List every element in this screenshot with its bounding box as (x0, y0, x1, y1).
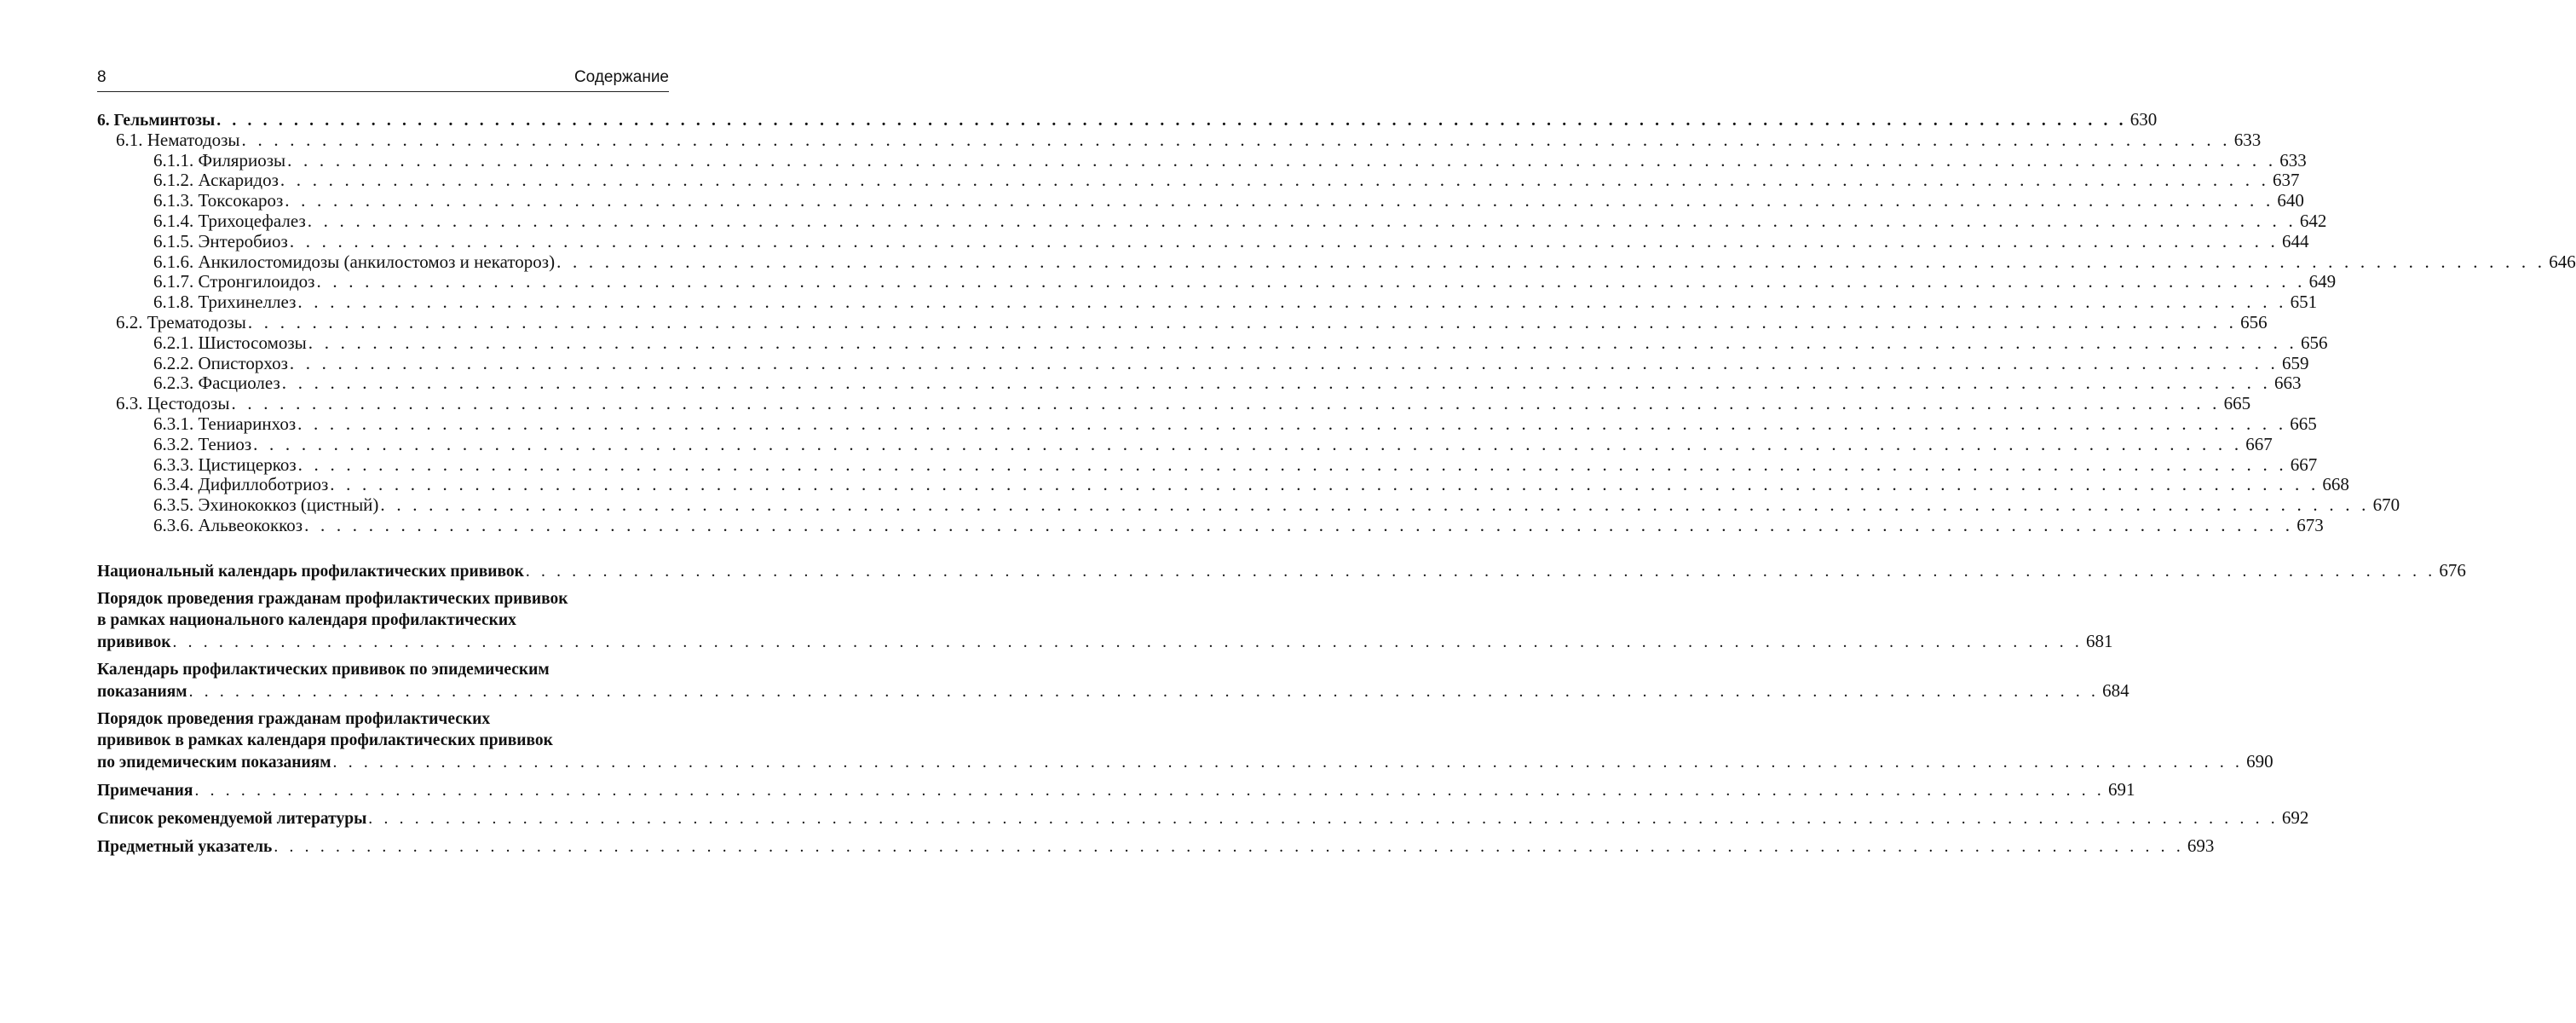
toc-entry-6-1-6[interactable]: 6.1.6. Анкилостомидозы (анкилостомоз и некатороз) . . . . . . . . . . . . . . . . . . . . . . . . . . . . . . . . . . . . . . . . . . . . . . . . . . . . . . . . . . . . . . . . . . . . . . . . . . . . . . . . . . . . . . . . . . . . . . . . . . . . . . . . . . . . . . . . . . . . . . . . . . . . 646 (153, 251, 2576, 272)
toc-entry-procedure-epidemic[interactable]: Порядок проведения гражданам профилактических прививок в рамках календаря профилактических прививок по эпидемическим показаниям . . . . . . . . . . . . . . . . . . . . . . . . . . . . . . . . . . . . . . . . . . . . . . . . . . . . . . . . . . . . . . . . . . . . . . . . . . . . . . . . . . . . . . . . . . . . . . . . . . . . . . . . . . . . . . . . . . . . . . . . . . . . 690 (97, 709, 2273, 772)
toc-entry-6-3-4[interactable]: 6.3.4. Дифиллоботриоз . . . . . . . . . . . . . . . . . . . . . . . . . . . . . . . . . . . . . . . . . . . . . . . . . . . . . . . . . . . . . . . . . . . . . . . . . . . . . . . . . . . . . . . . . . . . . . . . . . . . . . . . . . . . . . . . . . . . . . . . . . . . 668 (153, 474, 2349, 495)
toc-entry-6-2-1[interactable]: 6.2.1. Шистосомозы . . . . . . . . . . . . . . . . . . . . . . . . . . . . . . . . . . . . . . . . . . . . . . . . . . . . . . . . . . . . . . . . . . . . . . . . . . . . . . . . . . . . . . . . . . . . . . . . . . . . . . . . . . . . . . . . . . . . . . . . . . . . 656 (153, 332, 2328, 353)
toc-entry-procedure-national[interactable]: Порядок проведения гражданам профилактических прививок в рамках национального календаря профилактических прививок . . . . . . . . . . . . . . . . . . . . . . . . . . . . . . . . . . . . . . . . . . . . . . . . . . . . . . . . . . . . . . . . . . . . . . . . . . . . . . . . . . . . . . . . . . . . . . . . . . . . . . . . . . . . . . . . . . . . . . . . . . . . 681 (97, 589, 2113, 651)
toc-entry-6-2-2[interactable]: 6.2.2. Описторхоз . . . . . . . . . . . . . . . . . . . . . . . . . . . . . . . . . . . . . . . . . . . . . . . . . . . . . . . . . . . . . . . . . . . . . . . . . . . . . . . . . . . . . . . . . . . . . . . . . . . . . . . . . . . . . . . . . . . . . . . . . . . . 659 (153, 352, 2309, 373)
header-rule (97, 91, 669, 92)
toc-entry-6-3-3[interactable]: 6.3.3. Цистицеркоз . . . . . . . . . . . . . . . . . . . . . . . . . . . . . . . . . . . . . . . . . . . . . . . . . . . . . . . . . . . . . . . . . . . . . . . . . . . . . . . . . . . . . . . . . . . . . . . . . . . . . . . . . . . . . . . . . . . . . . . . . . . . 667 (153, 454, 2318, 475)
toc-entry-national-calendar[interactable]: Национальный календарь профилактических прививок . . . . . . . . . . . . . . . . . . . . . . . . . . . . . . . . . . . . . . . . . . . . . . . . . . . . . . . . . . . . . . . . . . . . . . . . . . . . . . . . . . . . . . . . . . . . . . . . . . . . . . . . . . . . . . . . . . . . . . . . . . . . 676 (97, 559, 2466, 581)
toc-entry-6-3-5[interactable]: 6.3.5. Эхинококкоз (цистный) . . . . . . . . . . . . . . . . . . . . . . . . . . . . . . . . . . . . . . . . . . . . . . . . . . . . . . . . . . . . . . . . . . . . . . . . . . . . . . . . . . . . . . . . . . . . . . . . . . . . . . . . . . . . . . . . . . . . . . . . . . . . 670 (153, 494, 2400, 516)
page-header (97, 68, 669, 90)
toc-entry-6-3-2[interactable]: 6.3.2. Тениоз . . . . . . . . . . . . . . . . . . . . . . . . . . . . . . . . . . . . . . . . . . . . . . . . . . . . . . . . . . . . . . . . . . . . . . . . . . . . . . . . . . . . . . . . . . . . . . . . . . . . . . . . . . . . . . . . . . . . . . . . . . . . 667 (153, 433, 2273, 454)
toc-entry-6-3[interactable]: 6.3. Цестодозы . . . . . . . . . . . . . . . . . . . . . . . . . . . . . . . . . . . . . . . . . . . . . . . . . . . . . . . . . . . . . . . . . . . . . . . . . . . . . . . . . . . . . . . . . . . . . . . . . . . . . . . . . . . . . . . . . . . . . . . . . . . . 665 (116, 393, 2251, 414)
toc-entry-6-2-3[interactable]: 6.2.3. Фасциолез . . . . . . . . . . . . . . . . . . . . . . . . . . . . . . . . . . . . . . . . . . . . . . . . . . . . . . . . . . . . . . . . . . . . . . . . . . . . . . . . . . . . . . . . . . . . . . . . . . . . . . . . . . . . . . . . . . . . . . . . . . . . 663 (153, 373, 2302, 394)
toc-entry-6-1-4[interactable]: 6.1.4. Трихоцефалез . . . . . . . . . . . . . . . . . . . . . . . . . . . . . . . . . . . . . . . . . . . . . . . . . . . . . . . . . . . . . . . . . . . . . . . . . . . . . . . . . . . . . . . . . . . . . . . . . . . . . . . . . . . . . . . . . . . . . . . . . . . . 642 (153, 210, 2327, 231)
toc-entry-epidemic-calendar[interactable]: Календарь профилактических прививок по эпидемическим показаниям . . . . . . . . . . . . . . . . . . . . . . . . . . . . . . . . . . . . . . . . . . . . . . . . . . . . . . . . . . . . . . . . . . . . . . . . . . . . . . . . . . . . . . . . . . . . . . . . . . . . . . . . . . . . . . . . . . . . . . . . . . . . 684 (97, 660, 2129, 701)
toc-entry-6-3-6[interactable]: 6.3.6. Альвеококкоз . . . . . . . . . . . . . . . . . . . . . . . . . . . . . . . . . . . . . . . . . . . . . . . . . . . . . . . . . . . . . . . . . . . . . . . . . . . . . . . . . . . . . . . . . . . . . . . . . . . . . . . . . . . . . . . . . . . . . . . . . . . . 673 (153, 514, 2324, 535)
toc-entry-6-1[interactable]: 6.1. Нематодозы . . . . . . . . . . . . . . . . . . . . . . . . . . . . . . . . . . . . . . . . . . . . . . . . . . . . . . . . . . . . . . . . . . . . . . . . . . . . . . . . . . . . . . . . . . . . . . . . . . . . . . . . . . . . . . . . . . . . . . . . . . . . 633 (116, 129, 2262, 150)
toc-entry-6-1-1[interactable]: 6.1.1. Филяриозы . . . . . . . . . . . . . . . . . . . . . . . . . . . . . . . . . . . . . . . . . . . . . . . . . . . . . . . . . . . . . . . . . . . . . . . . . . . . . . . . . . . . . . . . . . . . . . . . . . . . . . . . . . . . . . . . . . . . . . . . . . . . 633 (153, 149, 2307, 170)
running-title: Содержание (573, 68, 669, 86)
toc-entry-6-1-3[interactable]: 6.1.3. Токсокароз . . . . . . . . . . . . . . . . . . . . . . . . . . . . . . . . . . . . . . . . . . . . . . . . . . . . . . . . . . . . . . . . . . . . . . . . . . . . . . . . . . . . . . . . . . . . . . . . . . . . . . . . . . . . . . . . . . . . . . . . . . . . 640 (153, 190, 2304, 211)
toc-entry-6-1-8[interactable]: 6.1.8. Трихинеллез . . . . . . . . . . . . . . . . . . . . . . . . . . . . . . . . . . . . . . . . . . . . . . . . . . . . . . . . . . . . . . . . . . . . . . . . . . . . . . . . . . . . . . . . . . . . . . . . . . . . . . . . . . . . . . . . . . . . . . . . . . . . 651 (153, 292, 2318, 313)
toc-entry-index[interactable]: Предметный указатель . . . . . . . . . . . . . . . . . . . . . . . . . . . . . . . . . . . . . . . . . . . . . . . . . . . . . . . . . . . . . . . . . . . . . . . . . . . . . . . . . . . . . . . . . . . . . . . . . . . . . . . . . . . . . . . . . . . . . . . . . . . . 693 (97, 835, 2215, 856)
table-of-contents (97, 109, 2576, 857)
toc-entry-6-3-1[interactable]: 6.3.1. Тениаринхоз . . . . . . . . . . . . . . . . . . . . . . . . . . . . . . . . . . . . . . . . . . . . . . . . . . . . . . . . . . . . . . . . . . . . . . . . . . . . . . . . . . . . . . . . . . . . . . . . . . . . . . . . . . . . . . . . . . . . . . . . . . . . 665 (153, 413, 2317, 434)
toc-entry-6-1-2[interactable]: 6.1.2. Аскаридоз . . . . . . . . . . . . . . . . . . . . . . . . . . . . . . . . . . . . . . . . . . . . . . . . . . . . . . . . . . . . . . . . . . . . . . . . . . . . . . . . . . . . . . . . . . . . . . . . . . . . . . . . . . . . . . . . . . . . . . . . . . . . 637 (153, 170, 2300, 191)
toc-entry-literature[interactable]: Список рекомендуемой литературы . . . . . . . . . . . . . . . . . . . . . . . . . . . . . . . . . . . . . . . . . . . . . . . . . . . . . . . . . . . . . . . . . . . . . . . . . . . . . . . . . . . . . . . . . . . . . . . . . . . . . . . . . . . . . . . . . . . . . . . . . . . . 692 (97, 806, 2309, 828)
toc-entry-6-2[interactable]: 6.2. Трематодозы . . . . . . . . . . . . . . . . . . . . . . . . . . . . . . . . . . . . . . . . . . . . . . . . . . . . . . . . . . . . . . . . . . . . . . . . . . . . . . . . . . . . . . . . . . . . . . . . . . . . . . . . . . . . . . . . . . . . . . . . . . . . 656 (116, 311, 2268, 332)
toc-entry-notes[interactable]: Примечания . . . . . . . . . . . . . . . . . . . . . . . . . . . . . . . . . . . . . . . . . . . . . . . . . . . . . . . . . . . . . . . . . . . . . . . . . . . . . . . . . . . . . . . . . . . . . . . . . . . . . . . . . . . . . . . . . . . . . . . . . . . . 691 (97, 778, 2135, 800)
toc-entry-6-1-7[interactable]: 6.1.7. Стронгилоидоз . . . . . . . . . . . . . . . . . . . . . . . . . . . . . . . . . . . . . . . . . . . . . . . . . . . . . . . . . . . . . . . . . . . . . . . . . . . . . . . . . . . . . . . . . . . . . . . . . . . . . . . . . . . . . . . . . . . . . . . . . . . . 649 (153, 271, 2337, 292)
toc-entry-6-1-5[interactable]: 6.1.5. Энтеробиоз . . . . . . . . . . . . . . . . . . . . . . . . . . . . . . . . . . . . . . . . . . . . . . . . . . . . . . . . . . . . . . . . . . . . . . . . . . . . . . . . . . . . . . . . . . . . . . . . . . . . . . . . . . . . . . . . . . . . . . . . . . . . 644 (153, 230, 2309, 251)
page-number: 8 (97, 68, 107, 86)
toc-entry-chapter-6[interactable]: 6. Гельминтозы . . . . . . . . . . . . . . . . . . . . . . . . . . . . . . . . . . . . . . . . . . . . . . . . . . . . . . . . . . . . . . . . . . . . . . . . . . . . . . . . . . . . . . . . . . . . . . . . . . . . . . . . . . . . . . . . . . . . . . . . . . . . 630 (97, 109, 2158, 130)
